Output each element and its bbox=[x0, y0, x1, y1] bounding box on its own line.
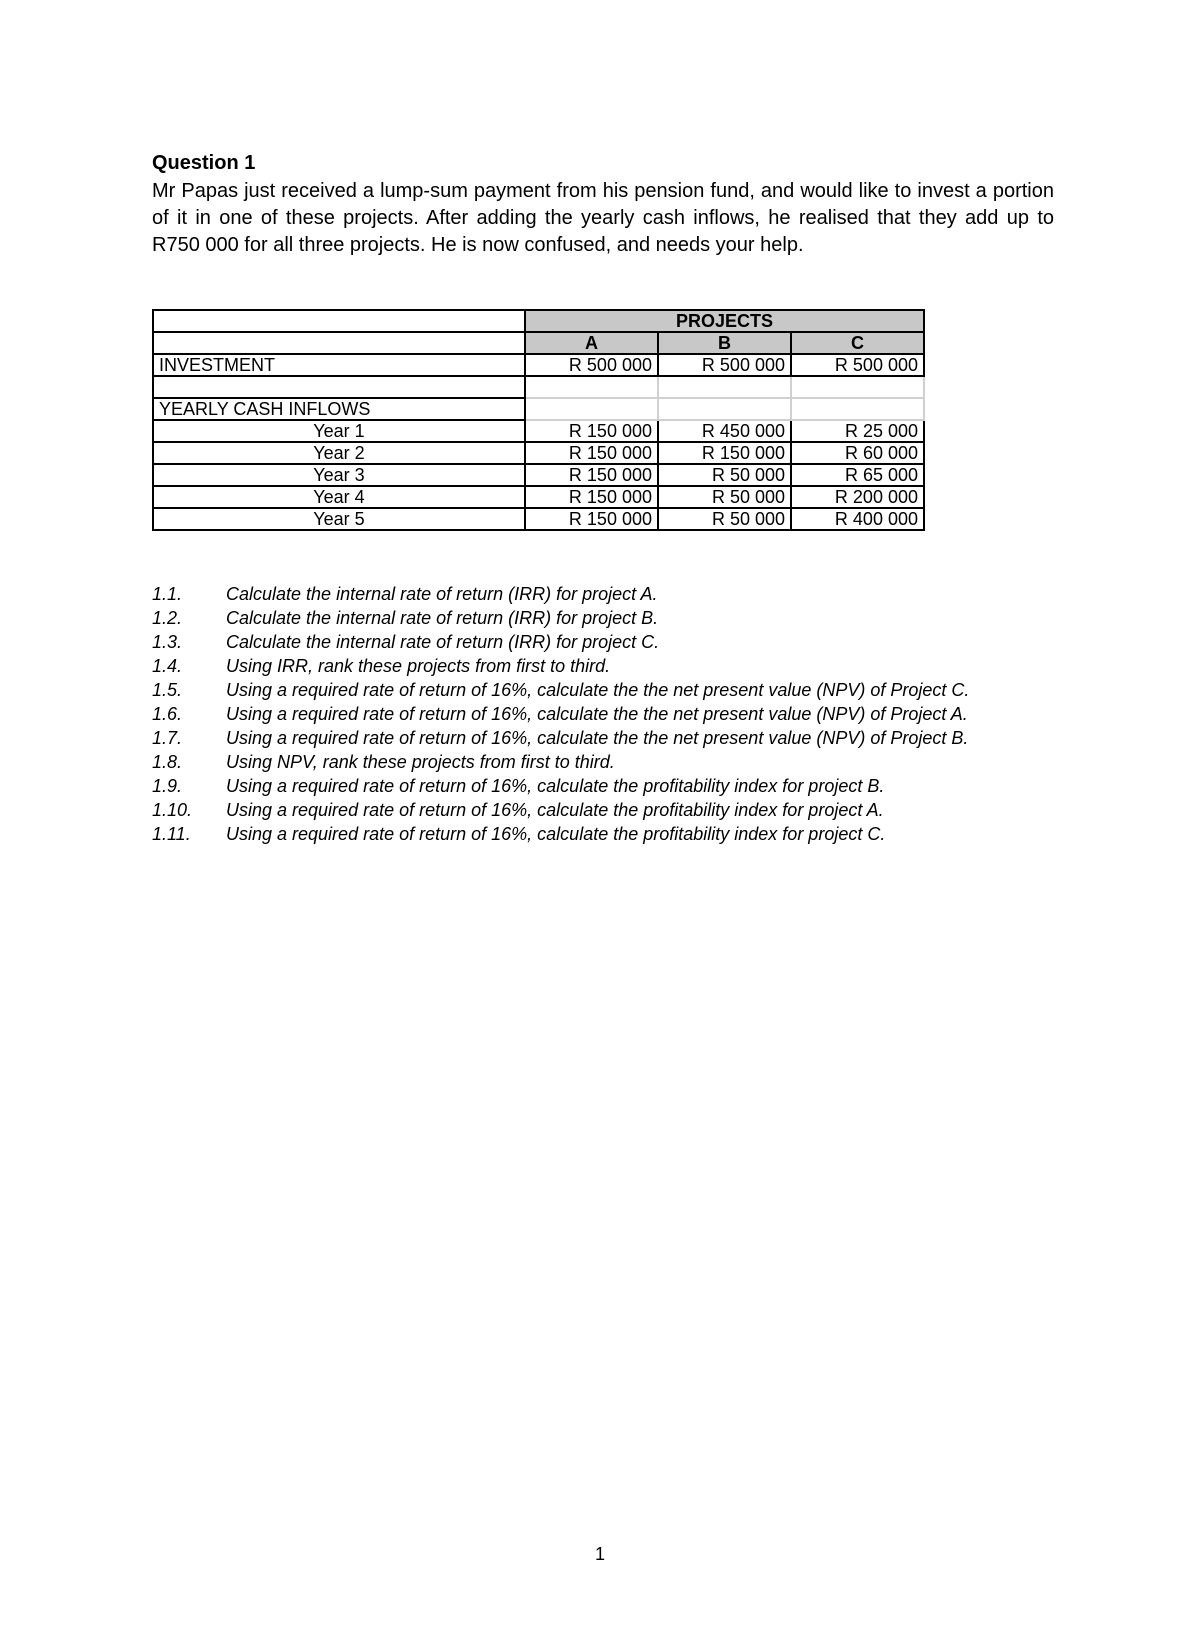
list-item bbox=[152, 702, 1056, 726]
inflows-label-row bbox=[153, 398, 924, 420]
spacer-row bbox=[153, 376, 924, 398]
cell-value: R 25 000 bbox=[791, 420, 924, 442]
table-column-row bbox=[153, 332, 924, 354]
projects-header: PROJECTS bbox=[525, 310, 924, 332]
year-label: Year 2 bbox=[153, 442, 525, 464]
spacer-cell bbox=[658, 376, 791, 398]
item-number: 1.5. bbox=[152, 680, 183, 700]
item-text: Using a required rate of return of 16%, calculate the profitability index for project B. bbox=[226, 776, 885, 796]
item-number: 1.11. bbox=[152, 824, 191, 844]
table-row bbox=[153, 420, 924, 442]
cell-value: R 150 000 bbox=[525, 486, 658, 508]
list-item bbox=[152, 750, 1056, 774]
cell-value: R 400 000 bbox=[791, 508, 924, 530]
table-row bbox=[153, 464, 924, 486]
column-header-b: B bbox=[658, 332, 791, 354]
column-header-c: C bbox=[791, 332, 924, 354]
table-row bbox=[153, 486, 924, 508]
item-number: 1.6. bbox=[152, 704, 183, 724]
table-header-row bbox=[153, 310, 924, 332]
investment-c: R 500 000 bbox=[791, 354, 924, 376]
page-number: 1 bbox=[594, 1544, 605, 1564]
cell-value: R 60 000 bbox=[791, 442, 924, 464]
cash-flow-table bbox=[152, 309, 925, 531]
list-item bbox=[152, 582, 1056, 606]
item-text: Calculate the internal rate of return (IRR) for project A. bbox=[226, 584, 658, 604]
list-item bbox=[152, 798, 1056, 822]
year-label: Year 1 bbox=[153, 420, 525, 442]
item-number: 1.7. bbox=[152, 728, 183, 748]
item-text: Using a required rate of return of 16%, calculate the profitability index for project A. bbox=[226, 800, 884, 820]
item-number: 1.9. bbox=[152, 776, 183, 796]
investment-b: R 500 000 bbox=[658, 354, 791, 376]
list-item bbox=[152, 606, 1056, 630]
item-number: 1.4. bbox=[152, 656, 183, 676]
item-text: Using a required rate of return of 16%, calculate the the net present value (NPV) of Project A. bbox=[226, 704, 968, 724]
item-number: 1.3. bbox=[152, 632, 183, 652]
spacer-cell bbox=[153, 376, 525, 398]
cell-value: R 200 000 bbox=[791, 486, 924, 508]
list-item bbox=[152, 630, 1056, 654]
list-item bbox=[152, 774, 1056, 798]
cell-value: R 150 000 bbox=[658, 442, 791, 464]
list-item bbox=[152, 726, 1056, 750]
cell-value: R 450 000 bbox=[658, 420, 791, 442]
cell-value: R 65 000 bbox=[791, 464, 924, 486]
table-corner-cell bbox=[153, 332, 525, 354]
investment-label: INVESTMENT bbox=[153, 354, 525, 376]
inflows-label: YEARLY CASH INFLOWS bbox=[153, 398, 525, 420]
spacer-cell bbox=[791, 398, 924, 420]
spacer-cell bbox=[658, 398, 791, 420]
spacer-cell bbox=[525, 398, 658, 420]
spacer-cell bbox=[525, 376, 658, 398]
cell-value: R 50 000 bbox=[658, 464, 791, 486]
investment-a: R 500 000 bbox=[525, 354, 658, 376]
cell-value: R 150 000 bbox=[525, 442, 658, 464]
cell-value: R 150 000 bbox=[525, 464, 658, 486]
item-number: 1.8. bbox=[152, 752, 183, 772]
year-label: Year 4 bbox=[153, 486, 525, 508]
list-item bbox=[152, 678, 1056, 702]
table-row bbox=[153, 508, 924, 530]
year-label: Year 5 bbox=[153, 508, 525, 530]
item-number: 1.1. bbox=[152, 584, 183, 604]
item-text: Using a required rate of return of 16%, calculate the profitability index for project C. bbox=[226, 824, 886, 844]
cell-value: R 50 000 bbox=[658, 508, 791, 530]
investment-row bbox=[153, 354, 924, 376]
question-title: Question 1 bbox=[152, 152, 256, 174]
item-text: Using a required rate of return of 16%, calculate the the net present value (NPV) of Project C. bbox=[226, 680, 970, 700]
item-text: Using a required rate of return of 16%, calculate the the net present value (NPV) of Project B. bbox=[226, 728, 969, 748]
question-intro: Mr Papas just received a lump-sum payment from his pension fund, and would like to invest a portion of it in one of these projects. After adding the yearly cash inflows, he realised that they add up to R750 000 for all three projects. He is now confused, and needs your help. bbox=[152, 180, 1054, 256]
year-label: Year 3 bbox=[153, 464, 525, 486]
cell-value: R 150 000 bbox=[525, 508, 658, 530]
item-text: Calculate the internal rate of return (IRR) for project C. bbox=[226, 632, 660, 652]
spacer-cell bbox=[791, 376, 924, 398]
list-item bbox=[152, 822, 1056, 846]
table-corner-cell bbox=[153, 310, 525, 332]
item-text: Calculate the internal rate of return (IRR) for project B. bbox=[226, 608, 659, 628]
list-item bbox=[152, 654, 1056, 678]
cell-value: R 150 000 bbox=[525, 420, 658, 442]
sub-question-list bbox=[152, 582, 1056, 846]
item-text: Using IRR, rank these projects from first to third. bbox=[226, 656, 611, 676]
table-row bbox=[153, 442, 924, 464]
item-number: 1.2. bbox=[152, 608, 183, 628]
column-header-a: A bbox=[525, 332, 658, 354]
cell-value: R 50 000 bbox=[658, 486, 791, 508]
item-number: 1.10. bbox=[152, 800, 193, 820]
question-block bbox=[152, 150, 1054, 259]
item-text: Using NPV, rank these projects from first to third. bbox=[226, 752, 615, 772]
